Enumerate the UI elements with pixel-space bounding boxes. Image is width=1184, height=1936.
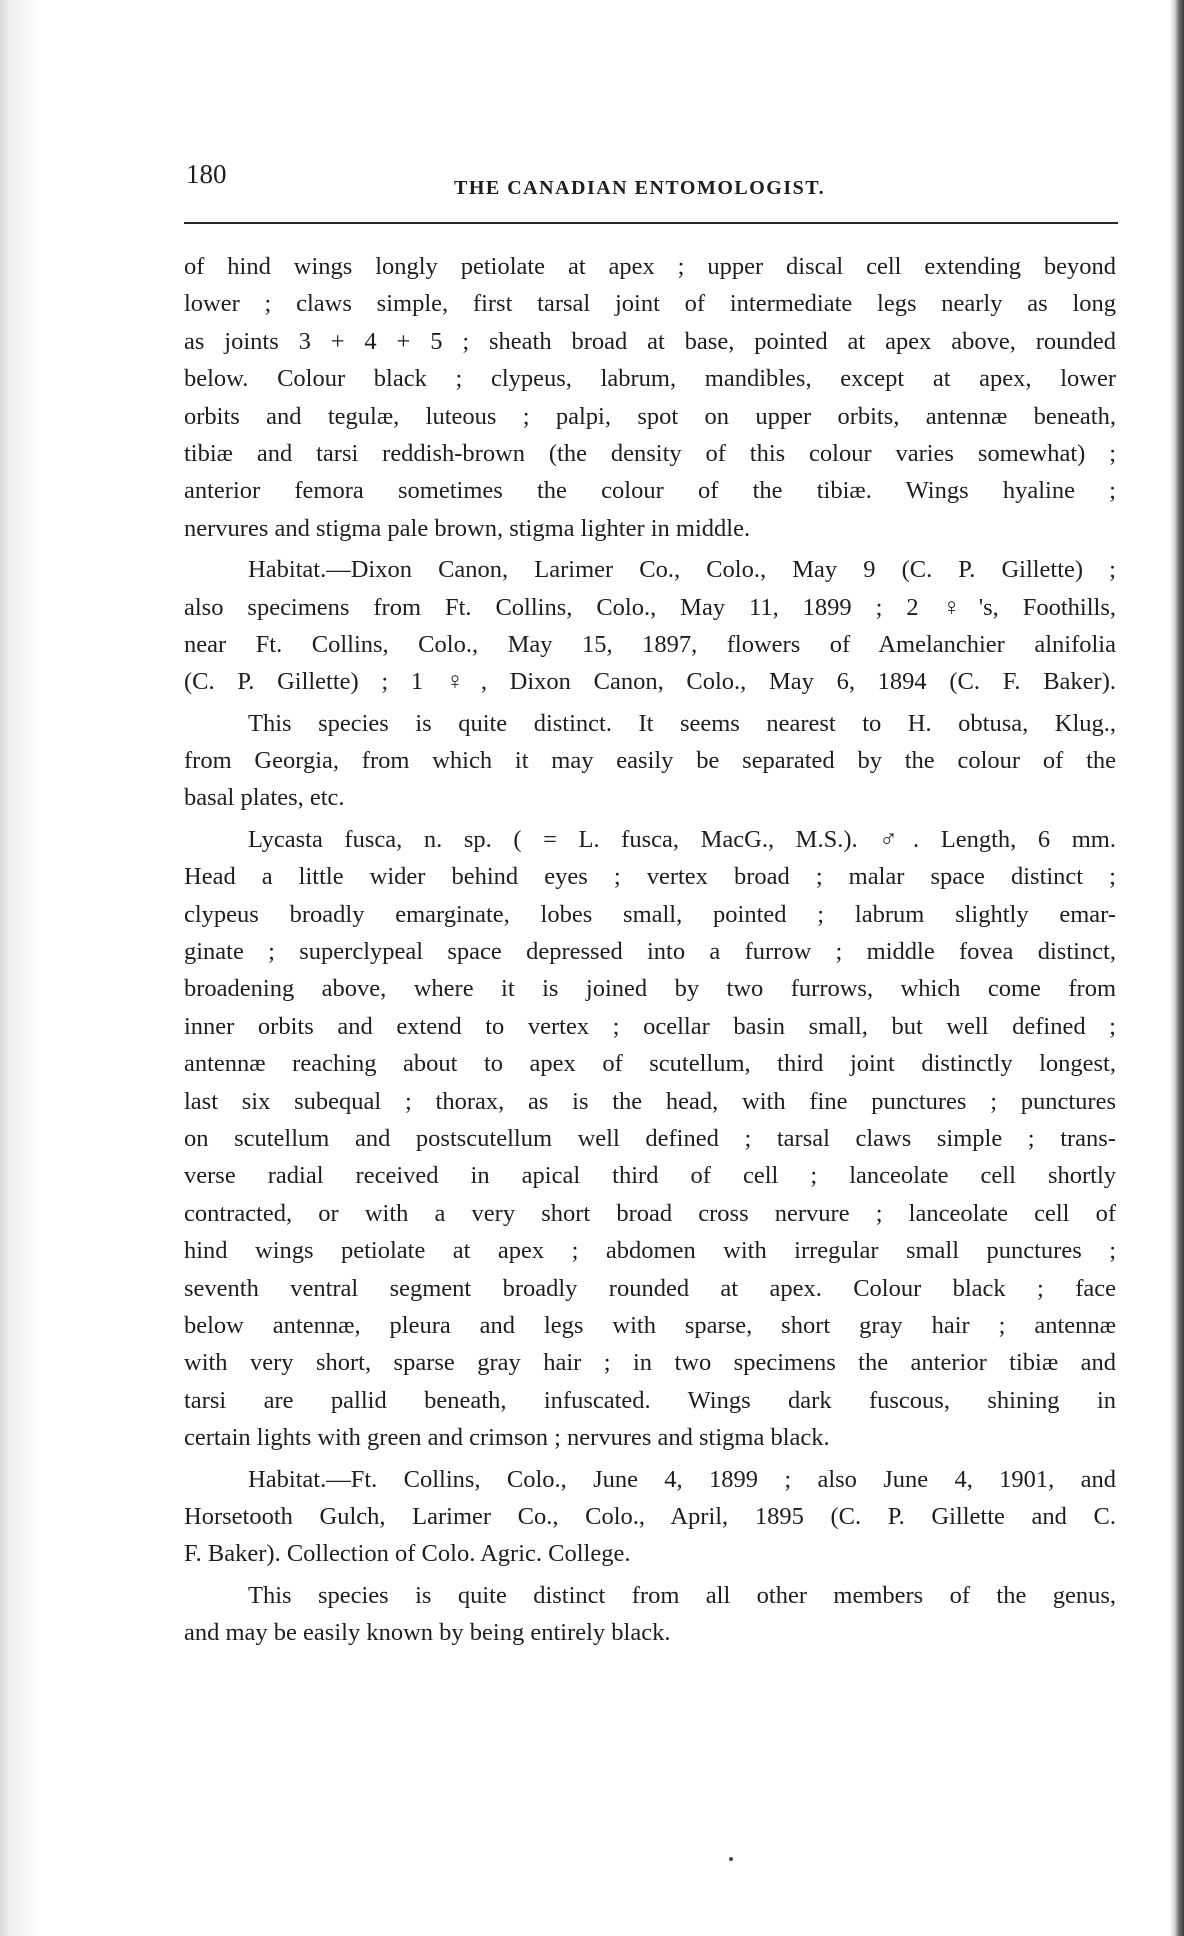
text-line: below. Colour black ; clypeus, labrum, mandibles, except at apex, lower — [184, 365, 1116, 393]
scan-binding-shadow — [0, 0, 42, 1936]
text-line: broadening above, where it is joined by two furrows, which come from — [184, 975, 1116, 1003]
text-line: and may be easily known by being entirely black. — [184, 1619, 671, 1647]
text-line: Lycasta fusca, n. sp. ( = L. fusca, MacG., M.S.). ♂. Length, 6 mm. — [248, 825, 1116, 853]
text-line: certain lights with green and crimson ; nervures and stigma black. — [184, 1424, 830, 1452]
text-line: Head a little wider behind eyes ; vertex broad ; malar space distinct ; — [184, 863, 1116, 891]
text-line: anterior femora sometimes the colour of the tibiæ. Wings hyaline ; — [184, 477, 1116, 505]
text-line: orbits and tegulæ, luteous ; palpi, spot on upper orbits, antennæ beneath, — [184, 402, 1116, 430]
text-line: also specimens from Ft. Collins, Colo., May 11, 1899 ; 2 ♀'s, Foothills, — [184, 593, 1116, 621]
text-line: (C. P. Gillette) ; 1 ♀, Dixon Canon, Colo., May 6, 1894 (C. F. Baker). — [184, 668, 1116, 696]
text-line: basal plates, etc. — [184, 784, 345, 812]
text-line: Habitat.—Ft. Collins, Colo., June 4, 1899 ; also June 4, 1901, and — [248, 1465, 1116, 1493]
header-rule — [184, 222, 1118, 224]
running-title: THE CANADIAN ENTOMOLOGIST. — [454, 177, 826, 199]
text-line: tibiæ and tarsi reddish-brown (the density of this colour varies somewhat) ; — [184, 439, 1116, 467]
scan-page-edge — [1170, 0, 1184, 1936]
text-line: hind wings petiolate at apex ; abdomen with irregular small punctures ; — [184, 1237, 1116, 1265]
text-line: tarsi are pallid beneath, infuscated. Wings dark fuscous, shining in — [184, 1386, 1116, 1414]
text-line: This species is quite distinct. It seems nearest to H. obtusa, Klug., — [248, 709, 1116, 737]
page-body — [184, 248, 1116, 1651]
text-line: Horsetooth Gulch, Larimer Co., Colo., April, 1895 (C. P. Gillette and C. — [184, 1502, 1116, 1530]
text-line: This species is quite distinct from all other members of the genus, — [248, 1581, 1116, 1609]
text-line: verse radial received in apical third of cell ; lanceolate cell shortly — [184, 1162, 1116, 1190]
text-line: as joints 3 + 4 + 5 ; sheath broad at base, pointed at apex above, rounded — [184, 327, 1116, 355]
text-line: with very short, sparse gray hair ; in two specimens the anterior tibiæ and — [184, 1349, 1116, 1377]
text-line: below antennæ, pleura and legs with sparse, short gray hair ; antennæ — [184, 1311, 1116, 1339]
text-line: F. Baker). Collection of Colo. Agric. College. — [184, 1540, 631, 1568]
scan-speck — [729, 1857, 733, 1861]
text-line: inner orbits and extend to vertex ; ocellar basin small, but well defined ; — [184, 1012, 1116, 1040]
text-line: antennæ reaching about to apex of scutellum, third joint distinctly longest, — [184, 1050, 1116, 1078]
text-line: on scutellum and postscutellum well defined ; tarsal claws simple ; trans- — [184, 1124, 1116, 1152]
text-line: clypeus broadly emarginate, lobes small, pointed ; labrum slightly emar- — [184, 900, 1116, 928]
text-line: from Georgia, from which it may easily be separated by the colour of the — [184, 747, 1116, 775]
page-number: 180 — [186, 159, 227, 189]
text-line: lower ; claws simple, first tarsal joint of intermediate legs nearly as long — [184, 290, 1116, 318]
text-line: near Ft. Collins, Colo., May 15, 1897, flowers of Amelanchier alnifolia — [184, 630, 1116, 658]
text-line: of hind wings longly petiolate at apex ; upper discal cell extending beyond — [184, 253, 1116, 280]
text-line: nervures and stigma pale brown, stigma lighter in middle. — [184, 514, 751, 542]
text-line: Habitat.—Dixon Canon, Larimer Co., Colo., May 9 (C. P. Gillette) ; — [248, 556, 1116, 584]
text-line: seventh ventral segment broadly rounded at apex. Colour black ; face — [184, 1274, 1116, 1302]
text-line: contracted, or with a very short broad cross nervure ; lanceolate cell of — [184, 1199, 1116, 1227]
text-line: last six subequal ; thorax, as is the head, with fine punctures ; punctures — [184, 1087, 1116, 1115]
text-line: ginate ; superclypeal space depressed into a furrow ; middle fovea distinct, — [184, 938, 1116, 966]
